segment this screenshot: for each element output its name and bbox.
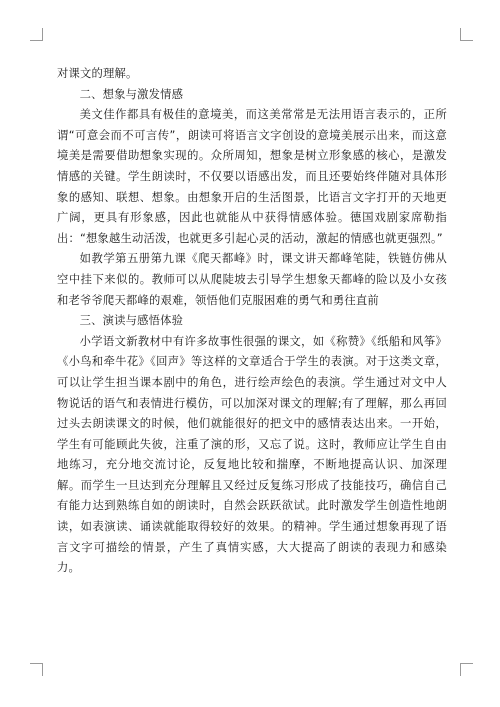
paragraph-example: 如教学第五册第九课《爬天都峰》时，课文讲天都峰笔陡，铁链仿佛从空中挂下来似的。教师可以从爬陡坡去引导学生想象天都峰的险以及小女孩和老爷爷爬天都峰的艰难，领悟他们克服困难的勇气和勇往直前 <box>57 252 447 307</box>
crop-mark-top-right <box>460 28 473 41</box>
paragraph-imagination: 美文佳作都具有极佳的意境美，而这美常常是无法用语言表示的，正所谓“可意会而不可言传”，朗读可将语言文字创设的意境美展示出来，而这意境美是需要借助想象实现的。众所周知，想象是树立形象感的核心，是激发情感的关键。学生朗读时，不仅要以语感出发，而且还要始终伴随对具体形象的感知、联想、想象。由想象开启的生活图景，比语言文字打开的天地更广阔，更具有形象感，因此也就能从中获得情感体验。德国戏剧家席勒指出：“想象越生动活泼，也就更多引起心灵的活动，激起的情感也就更强烈。” <box>57 108 447 245</box>
crop-mark-top-left <box>30 28 43 41</box>
paragraph-performance: 小学语文新教材中有许多故事性很强的课文，如《称赞》《纸船和风筝》《小鸟和牵牛花》《回声》等这样的文章适合于学生的表演。对于这类文章，可以让学生担当课本剧中的角色，进行绘声绘色的表演。学生通过对文中人物说话的语气和表情进行模仿，可以加深对课文的理解;有了理解，那么再回过头去朗读课文的时候，他们就能很好的把文中的感情表达出来。一开始，学生有可能顾此失彼，注重了演的形，又忘了说。这时，教师应让学生自由地练习，充分地交流讨论，反复地比较和揣摩，不断地提高认识、加深理解。而学生一旦达到充分理解且又经过反复练习形成了技能技巧，确信自己有能力达到熟练自如的朗读时，自然会跃跃欲试。此时激发学生创造性地朗读，如表演读、诵读就能取得较好的效果。的精神。学生通过想象再现了语言文字可描绘的情景，产生了真情实感，大大提高了朗读的表现力和感染力。 <box>57 334 447 575</box>
document-body <box>57 64 447 579</box>
section-heading-performance: 三、演读与感悟体验 <box>79 314 184 328</box>
section-heading-imagination: 二、想象与激发情感 <box>79 87 184 101</box>
paragraph-continuation: 对课文的理解。 <box>57 67 138 80</box>
crop-mark-bottom-left <box>30 663 43 676</box>
crop-mark-bottom-right <box>460 663 473 676</box>
